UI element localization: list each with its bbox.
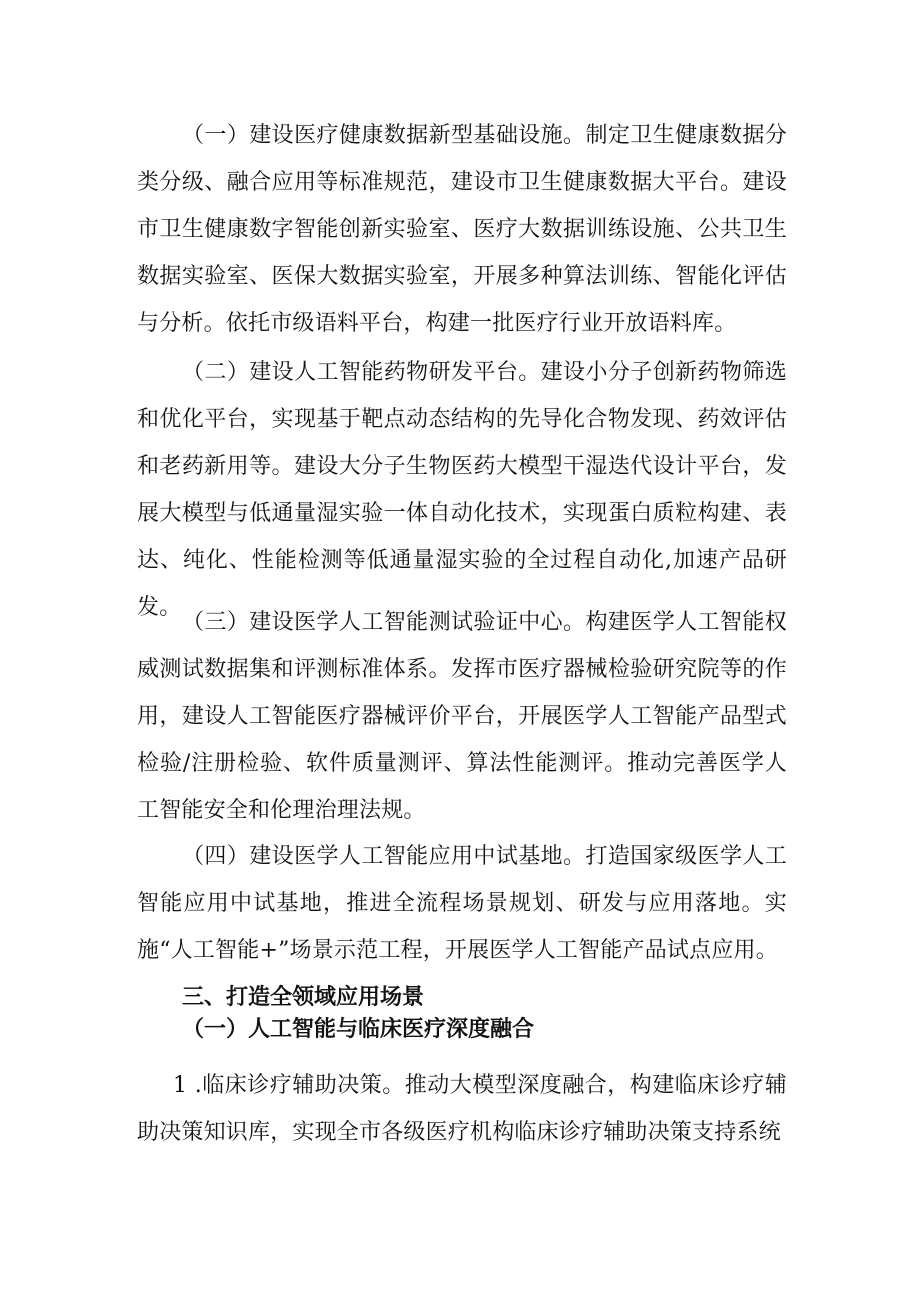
- subsection-heading: （一）人工智能与临床医疗深度融合: [182, 1016, 535, 1042]
- section-heading: 三、打造全领域应用场景: [182, 985, 425, 1010]
- paragraph-medical-data-infrastructure: （一）建设医疗健康数据新型基础设施。制定卫生健康数据分类分级、融合应用等标准规范，建设市卫生健康数据大平台。建设市卫生健康数字智能创新实验室、医疗大数据训练设施、公共卫生数据实验室、医保大数据实验室，开展多种算法训练、智能化评估与分析。依托市级语料平台，构建一批医疗行业开放语料库。: [137, 123, 787, 336]
- paragraph-medical-ai-pilot-base: （四）建设医学人工智能应用中试基地。打造国家级医学人工智能应用中试基地，推进全流程场景规划、研发与应用落地。实施“人工智能+”场景示范工程，开展医学人工智能产品试点应用。: [137, 844, 787, 963]
- paragraph-ai-drug-research-platform: （二）建设人工智能药物研发平台。建设小分子创新药物筛选和优化平台，实现基于靶点动态结构的先导化合物发现、药效评估和老药新用等。建设大分子生物医药大模型干湿迭代设计平台，发展大模型与低通量湿实验一体自动化技术，实现蛋白质粒构建、表达、纯化、性能检测等低通量湿实验的全过程自动化,加速产品研发。: [137, 360, 787, 620]
- paragraph-medical-ai-testing-center: （三）建设医学人工智能测试验证中心。构建医学人工智能权威测试数据集和评测标准体系。发挥市医疗器械检验研究院等的作用，建设人工智能医疗器械评价平台，开展医学人工智能产品型式检验/注册检验、软件质量测评、算法性能测评。推动完善医学人工智能安全和伦理治理法规。: [137, 610, 787, 823]
- paragraph-clinical-decision-support: 1 .临床诊疗辅助决策。推动大模型深度融合，构建临床诊疗辅助决策知识库，实现全市各级医疗机构临床诊疗辅助决策支持系统: [137, 1073, 787, 1145]
